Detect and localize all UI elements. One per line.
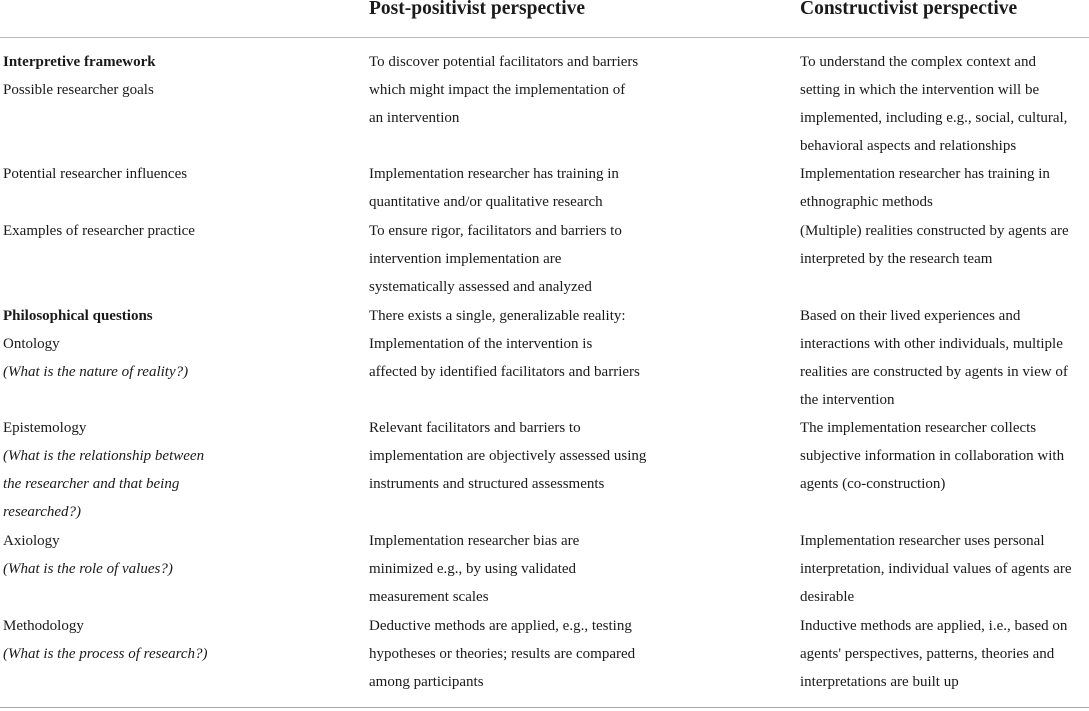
row-label-practice: Examples of researcher practice <box>3 223 195 239</box>
section-philosophical-questions: Philosophical questions <box>3 308 153 324</box>
row-label-ontology: Ontology (What is the nature of reality?) <box>3 330 188 386</box>
table-bottom-rule <box>0 707 1089 708</box>
cell-practice-post: To ensure rigor, facilitators and barriers to intervention implementation are systematically assessed and analyzed <box>369 223 622 296</box>
epistemology-question: (What is the relationship between <box>3 448 205 465</box>
cell-practice-con: (Multiple) realities constructed by agents are interpreted by the research team <box>800 223 1069 268</box>
table-header-row <box>0 0 1089 37</box>
cell-methodology-post: Deductive methods are applied, e.g., testing hypotheses or theories; results are compared among participants <box>369 618 636 691</box>
cell-goals-post: To discover potential facilitators and barriers which might impact the implementation of an intervention <box>369 54 639 127</box>
cell-ontology-post: There exists a single, generalizable reality: Implementation of the intervention is affected by identified facilitators and barriers <box>369 308 640 381</box>
cell-methodology-con: Inductive methods are applied, i.e., based on agents' perspectives, patterns, theories and interpretations are built up <box>800 618 1068 691</box>
cell-influences-con: Implementation researcher has training in ethnographic methods <box>800 166 1050 211</box>
row-label-epistemology: Epistemology (What is the relationship between the researcher and that being researched?) <box>3 420 205 521</box>
header-post-positivist: Post-positivist perspective <box>369 0 586 19</box>
row-label-methodology: Methodology (What is the process of research?) <box>3 612 208 668</box>
cell-ontology-con: Based on their lived experiences and interactions with other individuals, multiple realities are constructed by agents in view of the intervention <box>800 308 1068 409</box>
ontology-question: (What is the nature of reality?) <box>3 364 189 381</box>
row-label-goals: Possible researcher goals <box>3 82 154 98</box>
cell-goals-con: To understand the complex context and setting in which the intervention will be implemented, including e.g., social, cultural, behavioral aspects and relationships <box>800 54 1068 155</box>
cell-axiology-con: Implementation researcher uses personal interpretation, individual values of agents are desirable <box>800 533 1072 606</box>
row-label-influences: Potential researcher influences <box>3 166 188 182</box>
cell-epistemology-con: The implementation researcher collects subjective information in collaboration with agents (co-construction) <box>800 420 1065 493</box>
row-label-axiology: Axiology (What is the role of values?) <box>3 527 173 583</box>
header-divider <box>0 37 1089 38</box>
cell-epistemology-post: Relevant facilitators and barriers to implementation are objectively assessed using instruments and structured assessments <box>369 420 647 493</box>
axiology-question: (What is the role of values?) <box>3 561 173 578</box>
methodology-question: (What is the process of research?) <box>3 646 208 663</box>
section-interpretive-framework: Interpretive framework <box>3 54 156 70</box>
cell-influences-post: Implementation researcher has training in quantitative and/or qualitative research <box>369 166 619 211</box>
header-constructivist: Constructivist perspective <box>800 0 1018 19</box>
cell-axiology-post: Implementation researcher bias are minimized e.g., by using validated measurement scales <box>369 533 580 606</box>
